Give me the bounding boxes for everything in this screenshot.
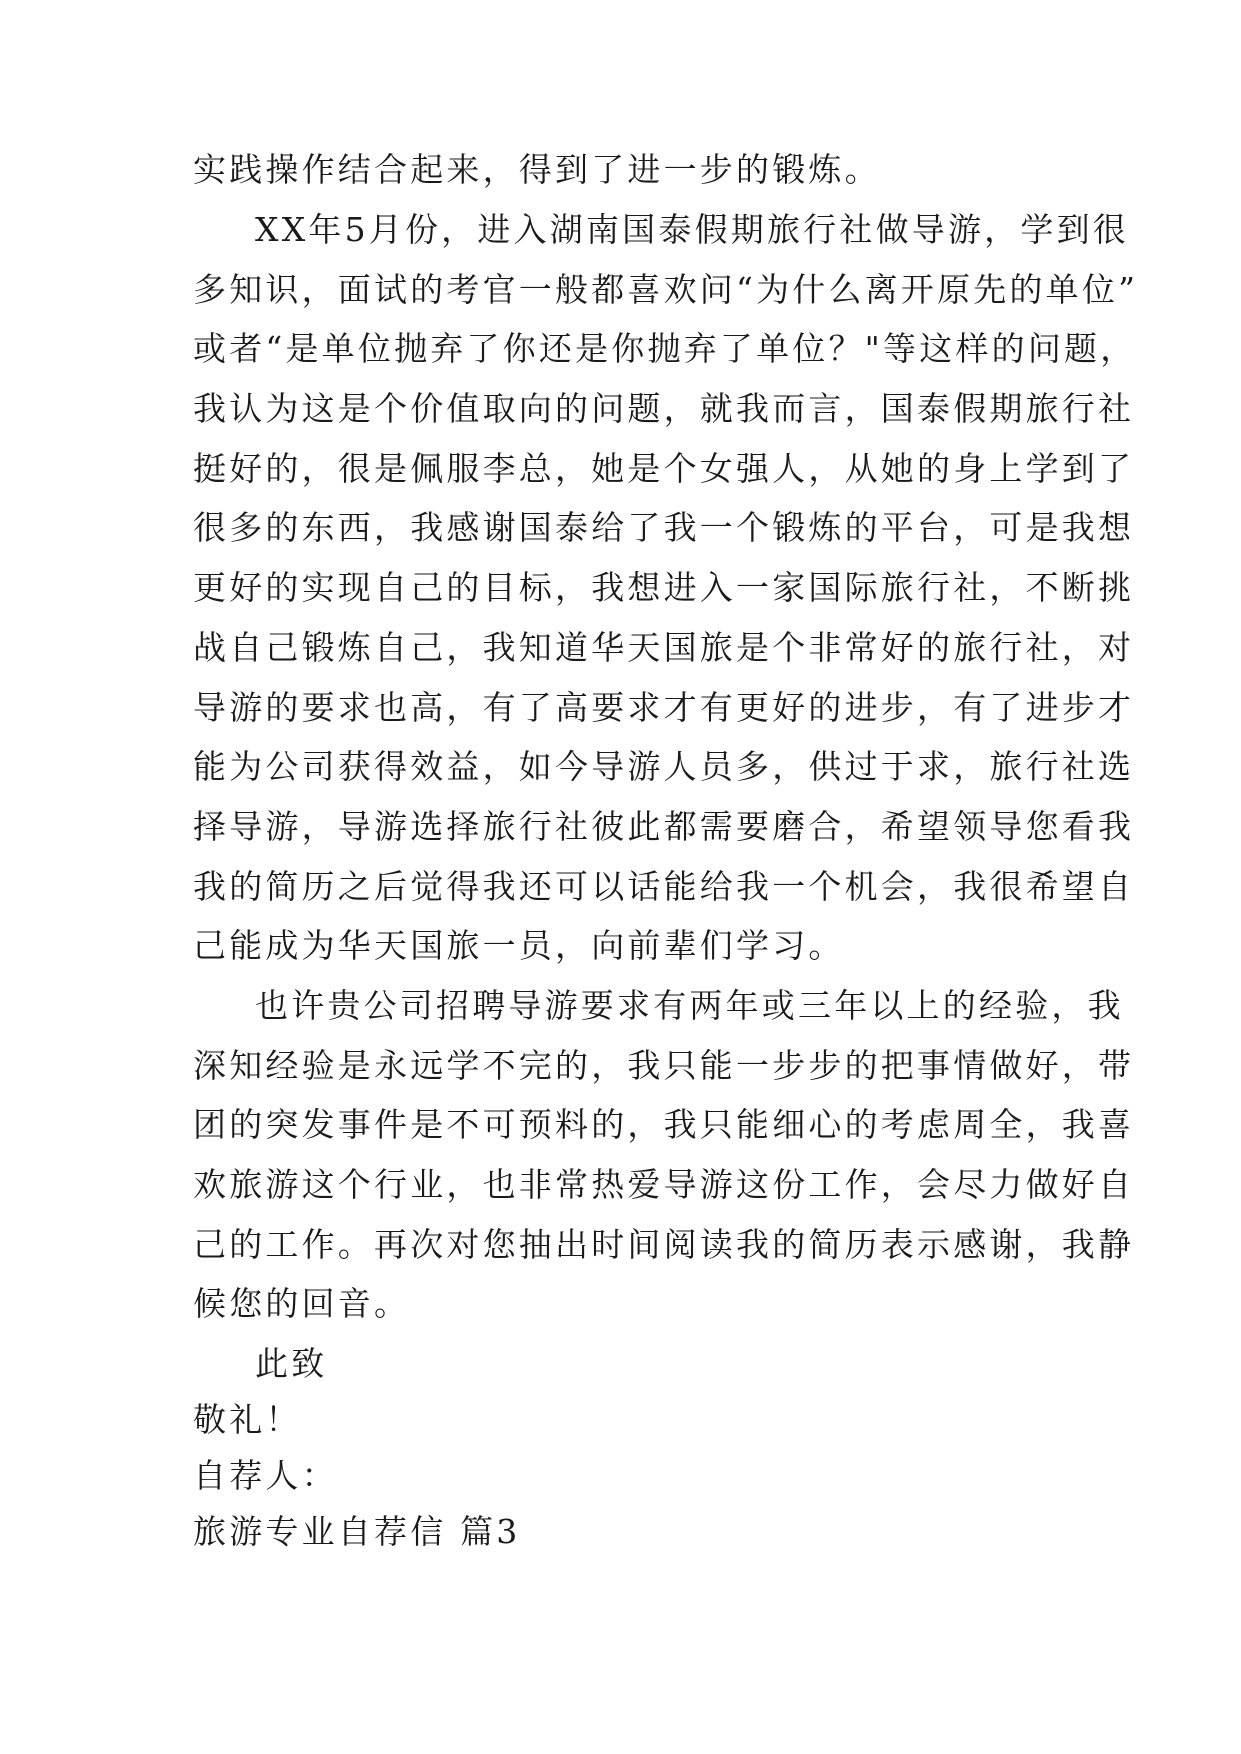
text-line: 多知识，面试的考官一般都喜欢问“为什么离开原先的单位” (193, 270, 1139, 309)
text-line: 欢旅游这个行业，也非常热爱导游这份工作，会尽力做好自 (193, 1165, 1135, 1204)
text-line: 己能成为华天国旅一员，向前辈们学习。 (193, 926, 845, 965)
text-line: 导游的要求也高，有了高要求才有更好的进步，有了进步才 (193, 688, 1135, 727)
text-line: 或者“是单位抛弃了你还是你抛弃了单位？"等这样的问题， (193, 329, 1137, 368)
closing-regards: 敬礼！ (193, 1400, 302, 1439)
paragraph-start: 也许贵公司招聘导游要求有两年或三年以上的经验，我 (255, 986, 1124, 1025)
text-line: 候您的回音。 (193, 1284, 411, 1323)
text-line: 我的简历之后觉得我还可以话能给我一个机会，我很希望自 (193, 867, 1135, 906)
text-line: 挺好的，很是佩服李总，她是个女强人，从她的身上学到了 (193, 449, 1135, 488)
text-line: 实践操作结合起来，得到了进一步的锻炼。 (193, 150, 881, 189)
paragraph-start: XX年5月份，进入湖南国泰假期旅行社做导游，学到很 (255, 210, 1129, 249)
text-line: 己的工作。再次对您抽出时间阅读我的简历表示感谢，我静 (193, 1225, 1135, 1264)
closing-salutation: 此致 (255, 1344, 328, 1383)
text-line: 团的突发事件是不可预料的，我只能细心的考虑周全，我喜 (193, 1105, 1135, 1144)
text-line: 我认为这是个价值取向的问题，就我而言，国泰假期旅行社 (193, 389, 1135, 428)
text-line: 战自己锻炼自己，我知道华天国旅是个非常好的旅行社，对 (193, 628, 1135, 667)
text-line: 能为公司获得效益，如今导游人员多，供过于求，旅行社选 (193, 747, 1135, 786)
signature-label: 自荐人： (193, 1456, 338, 1495)
section-heading: 旅游专业自荐信 篇3 (193, 1512, 521, 1551)
text-line: 很多的东西，我感谢国泰给了我一个锻炼的平台，可是我想 (193, 508, 1135, 547)
text-line: 深知经验是永远学不完的，我只能一步步的把事情做好，带 (193, 1046, 1135, 1085)
text-line: 择导游，导游选择旅行社彼此都需要磨合，希望领导您看我 (193, 807, 1135, 846)
text-line: 更好的实现自己的目标，我想进入一家国际旅行社，不断挑 (193, 568, 1135, 607)
